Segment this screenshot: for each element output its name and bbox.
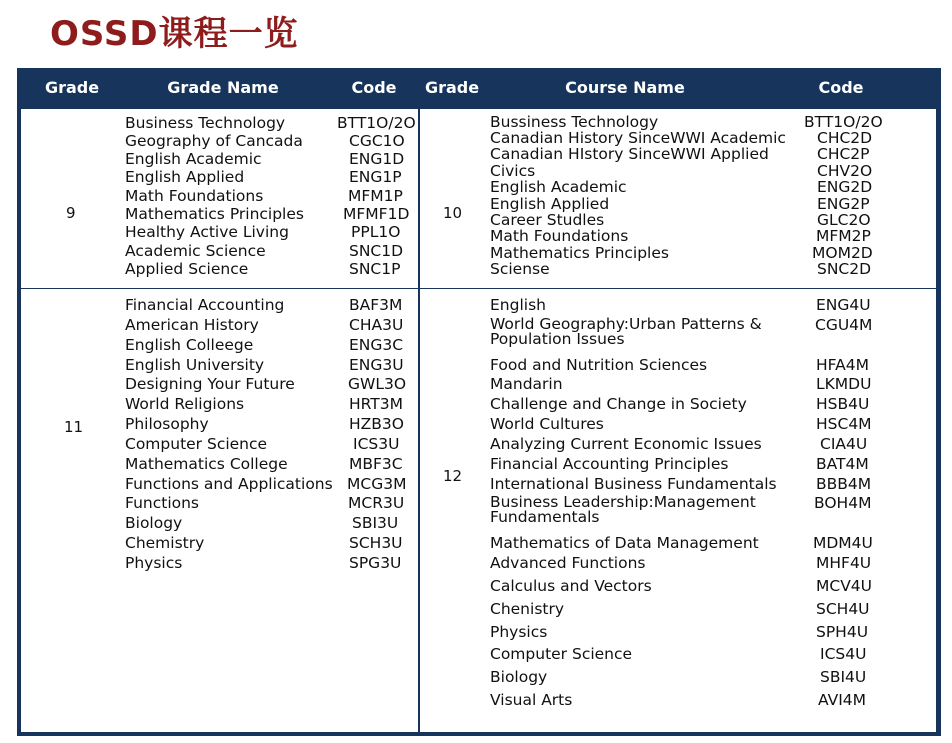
course-name: Designing Your Future	[125, 375, 295, 393]
page-title: OSSD课程一览	[50, 14, 299, 54]
header-grade-right: Grade	[424, 78, 480, 97]
course-code: MFMF1D	[343, 205, 410, 223]
course-name: Physics	[490, 623, 548, 641]
course-name: Business Technology	[125, 114, 286, 132]
course-code: MCG3M	[347, 475, 407, 493]
course-code: ICS4U	[820, 645, 867, 663]
course-name: Functions	[125, 494, 200, 512]
course-name: English Colleege	[125, 336, 254, 354]
course-name	[490, 317, 762, 347]
course-code: ENG1D	[349, 150, 405, 168]
course-code: ENG3U	[349, 356, 404, 374]
course-name: English Academic	[490, 178, 627, 196]
course-code: BOH4M	[814, 494, 872, 512]
course-code: GWL3O	[348, 375, 407, 393]
grade-11-label: 11	[64, 418, 84, 436]
course-name: Advanced Functions	[490, 554, 646, 572]
course-code: SBI3U	[352, 514, 399, 532]
divider-left	[21, 288, 418, 289]
course-code: MHF4U	[816, 554, 872, 572]
course-code: CGC1O	[349, 132, 405, 150]
header-course-name: Course Name	[565, 78, 685, 97]
course-name-line-2: Fundamentals	[490, 508, 600, 526]
course-name: Civics	[490, 162, 536, 180]
course-name: Financial Accounting Principles	[490, 455, 729, 473]
course-name	[490, 495, 756, 525]
grade-9-label: 9	[66, 204, 76, 222]
course-name: Challenge and Change in Society	[490, 395, 747, 413]
header-grade-name: Grade Name	[167, 78, 279, 97]
course-code: CHA3U	[349, 316, 404, 334]
course-code: PPL1O	[351, 223, 401, 241]
course-name: Functions and Applications	[125, 475, 333, 493]
course-name: English Academic	[125, 150, 262, 168]
course-name: Canadian History SinceWWI Academic	[490, 129, 786, 147]
course-code: GLC2O	[817, 211, 871, 229]
course-name: Computer Science	[125, 435, 268, 453]
course-code: HFA4M	[816, 356, 869, 374]
course-name: English	[490, 296, 546, 314]
course-code: CHC2D	[817, 129, 873, 147]
course-name: Calculus and Vectors	[490, 577, 652, 595]
course-code: SCH4U	[816, 600, 870, 618]
course-name: Chenistry	[490, 600, 565, 618]
course-name: International Business Fundamentals	[490, 475, 777, 493]
course-name: English Applied	[125, 168, 245, 186]
course-code: HZB3O	[349, 415, 404, 433]
course-name: Sciense	[490, 260, 550, 278]
course-name: Career Studles	[490, 211, 605, 229]
course-name: Biology	[125, 514, 183, 532]
course-name: Financial Accounting	[125, 296, 285, 314]
course-code: SNC1D	[349, 242, 404, 260]
course-code: SBI4U	[820, 668, 867, 686]
course-code: ENG1P	[349, 168, 402, 186]
course-code: ENG3C	[349, 336, 404, 354]
course-name: Mathematics College	[125, 455, 288, 473]
course-name: Physics	[125, 554, 183, 572]
course-code: HSB4U	[816, 395, 870, 413]
course-name-line-1: World Geography:Urban Patterns &	[490, 315, 762, 333]
course-code: CIA4U	[820, 435, 868, 453]
course-code: CGU4M	[815, 316, 873, 334]
course-name: World Cultures	[490, 415, 604, 433]
course-code: ENG2P	[817, 195, 870, 213]
course-code: SCH3U	[349, 534, 403, 552]
course-code: ENG4U	[816, 296, 871, 314]
course-name: Canadian HIstory SinceWWI Applied	[490, 145, 769, 163]
course-code: ENG2D	[817, 178, 873, 196]
course-code: MCR3U	[348, 494, 405, 512]
course-name: English University	[125, 356, 265, 374]
course-name: Mathematics Principles	[490, 244, 669, 262]
course-name: Computer Science	[490, 645, 633, 663]
course-name: Visual Arts	[490, 691, 573, 709]
grade-10-label: 10	[443, 204, 463, 222]
course-name: Academic Science	[125, 242, 266, 260]
course-code: BTT1O/2O	[804, 113, 883, 131]
course-code: SNC2D	[817, 260, 872, 278]
course-code: MCV4U	[816, 577, 873, 595]
course-code: CHV2O	[817, 162, 873, 180]
course-name: Analyzing Current Economic Issues	[490, 435, 762, 453]
course-code: AVI4M	[818, 691, 867, 709]
course-code: MDM4U	[813, 534, 873, 552]
course-code: SNC1P	[349, 260, 401, 278]
course-code: BAT4M	[816, 455, 869, 473]
header-code-right: Code	[818, 78, 864, 97]
course-name: Biology	[490, 668, 548, 686]
course-name: Geography of Cancada	[125, 132, 303, 150]
divider-right	[420, 288, 936, 289]
course-code: BBB4M	[816, 475, 872, 493]
course-name: Math Foundations	[490, 227, 629, 245]
course-code: HRT3M	[349, 395, 404, 413]
course-code: BAF3M	[349, 296, 403, 314]
header-grade-left: Grade	[44, 78, 100, 97]
course-code: MOM2D	[812, 244, 873, 262]
course-name: English Applied	[490, 195, 610, 213]
grade-12-label: 12	[443, 467, 463, 485]
course-name: American History	[125, 316, 259, 334]
course-name: Mathematics of Data Management	[490, 534, 759, 552]
course-code: SPH4U	[816, 623, 869, 641]
course-name: Mathematics Principles	[125, 205, 304, 223]
course-code: MFM1P	[348, 187, 403, 205]
course-name: Philosophy	[125, 415, 209, 433]
course-name: Math Foundations	[125, 187, 264, 205]
header-code-left: Code	[351, 78, 397, 97]
course-name: Mandarin	[490, 375, 563, 393]
course-code: MBF3C	[349, 455, 403, 473]
course-code: ICS3U	[353, 435, 400, 453]
course-name: Bussiness Technology	[490, 113, 659, 131]
course-code: MFM2P	[816, 227, 871, 245]
course-code: HSC4M	[816, 415, 872, 433]
course-name: World Religions	[125, 395, 245, 413]
course-name-line-2: Population Issues	[490, 330, 625, 348]
course-name: Food and Nutrition Sciences	[490, 356, 708, 374]
course-code: SPG3U	[349, 554, 402, 572]
course-code: BTT1O/2O	[337, 114, 416, 132]
course-name-line-1: Business Leadership:Management	[490, 493, 756, 511]
course-code: CHC2P	[817, 145, 870, 163]
course-name: Applied Science	[125, 260, 249, 278]
course-code: LKMDU	[816, 375, 872, 393]
course-name: Chemistry	[125, 534, 205, 552]
course-name: Healthy Active Living	[125, 223, 289, 241]
